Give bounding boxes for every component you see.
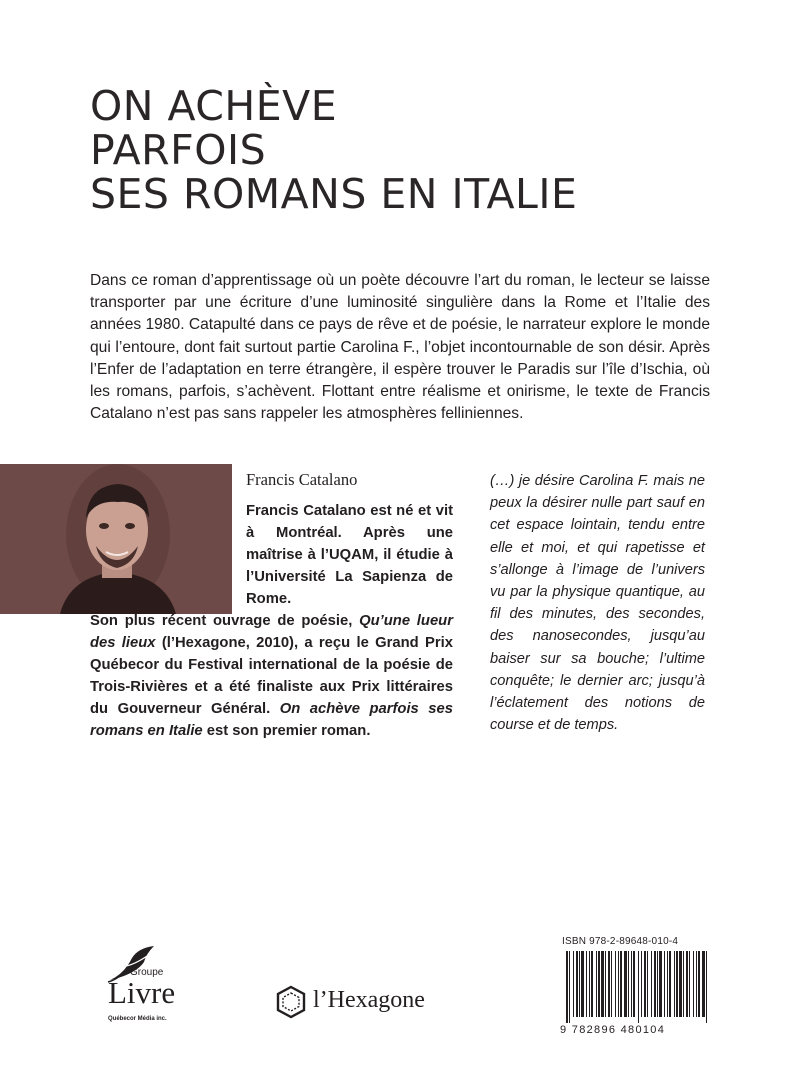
title-line-2: PARFOIS — [90, 126, 267, 174]
author-name: Francis Catalano — [246, 470, 358, 489]
livre-word: Livre — [108, 975, 176, 1010]
author-bio-sentence: Son plus récent ouvrage de poésie, — [90, 613, 353, 629]
hexagon-icon — [275, 985, 307, 1019]
barcode-bar — [569, 951, 570, 1023]
barcode-bar — [579, 951, 580, 1017]
barcode-bar — [693, 951, 694, 1017]
author-bio-work-1: Qu’une lueur des lieux — [90, 613, 453, 651]
barcode-bar — [618, 951, 619, 1017]
author-bio-main — [90, 610, 453, 742]
barcode-bar — [683, 951, 684, 1017]
barcode-bar — [620, 951, 622, 1017]
title-line-1: ON ACHÈVE — [90, 82, 338, 130]
barcode-bar — [586, 951, 587, 1017]
author-bio-award: (l’Hexagone, 2010), a reçu le Grand Prix Québecor du Festival international de la poésie de Trois-Rivières et a été finaliste aux Prix littéraires du Gouverneur Général. — [90, 635, 453, 717]
barcode-bar — [624, 951, 627, 1017]
book-excerpt: (…) je désire Carolina F. mais ne peux la désirer nulle part sauf en cet espace lointain, tendu entre elle et moi, et qui rapetisse et s’allonge à l’image de l’univers vu par la physique quantique, au fil des minutes, des secondes, des nanosecondes, jusqu’au baiser sur sa bouche; l’ultime conquête; le dernier arc; jusqu’à l’éclatement des notions de course et de temps. — [490, 473, 705, 734]
isbn-number: ISBN 978-2-89648-010-4 — [562, 936, 679, 947]
barcode-bar — [664, 951, 665, 1017]
book-title — [90, 84, 577, 216]
barcode-bar — [669, 951, 671, 1017]
barcode-bar — [615, 951, 616, 1017]
barcode-bar — [581, 951, 584, 1017]
barcode-bar — [657, 951, 658, 1017]
barcode-bar — [589, 951, 590, 1017]
barcode-bar — [631, 951, 632, 1017]
groupe-livre-logo — [100, 944, 210, 1034]
barcode-bar — [576, 951, 578, 1017]
barcode-bar — [591, 951, 593, 1017]
barcode-bar — [573, 951, 574, 1017]
barcode-bar — [702, 951, 705, 1017]
barcode-bar — [696, 951, 697, 1017]
title-line-3: SES ROMANS EN ITALIE — [90, 170, 578, 218]
barcode-bar — [638, 951, 639, 1023]
author-bio-closing: est son premier roman. — [206, 723, 371, 739]
book-blurb: Dans ce roman d’apprentissage où un poète découvre l’art du roman, le lecteur se laisse transporter par une écriture d’une luminosité singulière dans la Rome et l’Italie des années 1980. Catapulté dans ce pays de rêve et de poésie, le narrateur explore le monde qui l’entoure, dont fait surtout partie Carolina F., l’objet incontournable de son désir. Après l’Enfer de l’adaptation en terre étrangère, il espère trouver le Paradis sur l’île d’Ischia, où les romans, parfois, s’achèvent. Flottant entre réalisme et onirisme, le texte de Francis Catalano n’est pas sans rappeler les atmosphères felliniennes. — [90, 272, 710, 423]
barcode-bar — [659, 951, 662, 1017]
barcode-bar — [628, 951, 629, 1017]
barcode-bar — [698, 951, 700, 1017]
quebecor-media-word: Québecor Média inc. — [108, 1016, 167, 1022]
barcode-bar — [689, 951, 690, 1017]
isbn-barcode — [560, 936, 715, 1036]
hexagone-word: l’Hexagone — [313, 987, 425, 1013]
barcode-bar — [679, 951, 682, 1017]
barcode-bar — [633, 951, 635, 1017]
barcode-bars-icon — [562, 951, 712, 1023]
author-bio-work-2: On achève parfois ses romans en Italie — [90, 701, 453, 739]
barcode-bar — [644, 951, 646, 1017]
author-bio-intro: Francis Catalano est né et vit à Montréal. Après une maîtrise à l’UQAM, il étudie à l’Université La Sapienza de Rome. — [246, 503, 453, 607]
barcode-bar — [667, 951, 668, 1017]
barcode-bar — [676, 951, 678, 1017]
barcode-bar — [598, 951, 600, 1017]
barcode-bar — [566, 951, 568, 1023]
ean-digits: 9 782896 480104 — [560, 1024, 666, 1036]
barcode-bar — [641, 951, 642, 1017]
barcode-bar — [674, 951, 675, 1017]
barcode-bar — [611, 951, 612, 1017]
barcode-bar — [686, 951, 688, 1017]
groupe-word: Groupe — [130, 967, 164, 978]
author-bio — [90, 500, 453, 742]
barcode-bar — [651, 951, 652, 1017]
barcode-bar — [608, 951, 610, 1017]
barcode-bar — [596, 951, 597, 1017]
barcode-bar — [706, 951, 707, 1023]
barcode-bar — [647, 951, 648, 1017]
barcode-bar — [654, 951, 656, 1017]
barcode-bar — [605, 951, 606, 1017]
barcode-bar — [601, 951, 604, 1017]
